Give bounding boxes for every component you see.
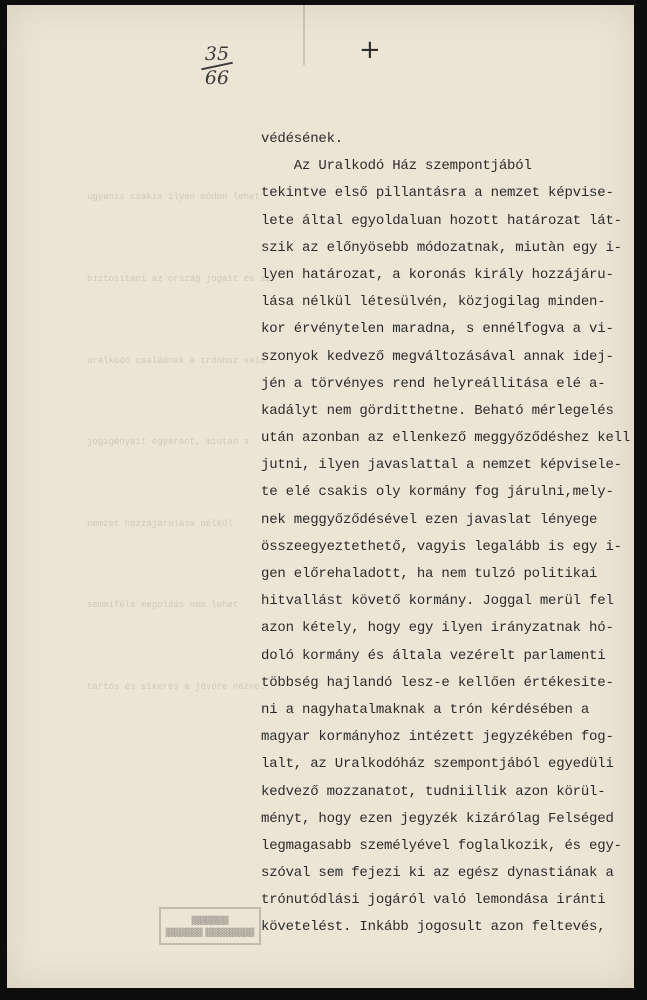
plus-mark: +: [359, 35, 381, 65]
text-line: kedvező mozzanatot, tudniillik azon körül-: [261, 783, 606, 800]
text-line: doló kormány és általa vezérelt parlamenti: [261, 647, 606, 664]
text-line: legmagasabb személyével foglalkozik, és egy-: [261, 837, 622, 854]
text-line: lete által egyoldaluan hozott határozat lát-: [261, 212, 622, 229]
bleed-through-text: ugyanis csakis ilyen módon lehet biztosítani az ország jogait és az uralkodó családnak a trónhoz való jogigényeit egyaránt, miután a nemzet hozzájárulása nélkül semmiféle megoldás nem lehet tartós és sikeres a jövőre nézve.: [87, 192, 271, 693]
text-line: követelést. Inkább jogosult azon feltevés,: [261, 919, 606, 936]
text-line: után azonban az ellenkező meggyőződéshez kell: [261, 430, 631, 447]
text-line: kadályt nem görditthetne. Beható mérlegelés: [261, 402, 614, 419]
text-line: védésének.: [261, 131, 344, 147]
text-line: jutni, ilyen javaslattal a nemzet képvisele-: [261, 457, 622, 474]
text-line: szik az előnyösebb módozatnak, miutàn egy i-: [261, 239, 622, 256]
text-line: lyen határozat, a koronás király hozzájáru-: [261, 266, 614, 283]
text-line: lása nélkül létesülvén, közjogilag minden-: [261, 294, 606, 311]
text-line: szonyok kedvező megváltozásával annak idej-: [261, 348, 614, 365]
text-line: többség hajlandó lesz-e kellően értékesite-: [261, 674, 614, 691]
text-line: lalt, az Uralkodóház szempontjából egyedüli: [261, 756, 614, 773]
text-line: azon kétely, hogy egy ilyen irányzatnak hó-: [261, 620, 614, 637]
text-line: összeegyeztethető, vagyis legalább is egy i-: [261, 538, 622, 555]
text-line: nek meggyőződésével ezen javaslat lényege: [261, 511, 598, 528]
folio-bottom: 66: [204, 66, 230, 89]
text-line: szóval sem fejezi ki az egész dynastiának a: [261, 865, 614, 882]
folio-number: [195, 43, 239, 89]
text-line: jén a törvényes rend helyreállitása elé a-: [261, 375, 606, 392]
document-page: [7, 5, 634, 988]
text-line: trónutódlási jogáról való lemondása iránti: [261, 892, 606, 909]
text-line: kor érvénytelen maradna, s ennélfogva a vi-: [261, 321, 614, 338]
archive-stamp: ▓▓▓▓▓▓ ▓▓▓▓▓▓ ▓▓▓▓▓▓▓▓: [159, 907, 261, 945]
text-line: ményt, hogy ezen jegyzék kizárólag Felséged: [261, 810, 614, 827]
text-line: Az Uralkodó Ház szempontjából: [261, 158, 532, 175]
text-line: te elé csakis oly kormány fog járulni,mely-: [261, 484, 614, 501]
text-line: tekintve első pillantásra a nemzet képvise-: [261, 185, 614, 202]
text-line: ni a nagyhatalmaknak a trón kérdésében a: [261, 701, 590, 718]
document-body: [261, 126, 631, 942]
text-line: magyar kormányhoz intézett jegyzékében fog-: [261, 729, 614, 746]
folio-top: 35: [204, 43, 230, 65]
text-line: hitvallást követő kormány. Joggal merül fel: [261, 593, 614, 610]
page-fold: [303, 5, 305, 65]
text-line: gen előrehaladott, ha nem tulzó politikai: [261, 566, 598, 582]
